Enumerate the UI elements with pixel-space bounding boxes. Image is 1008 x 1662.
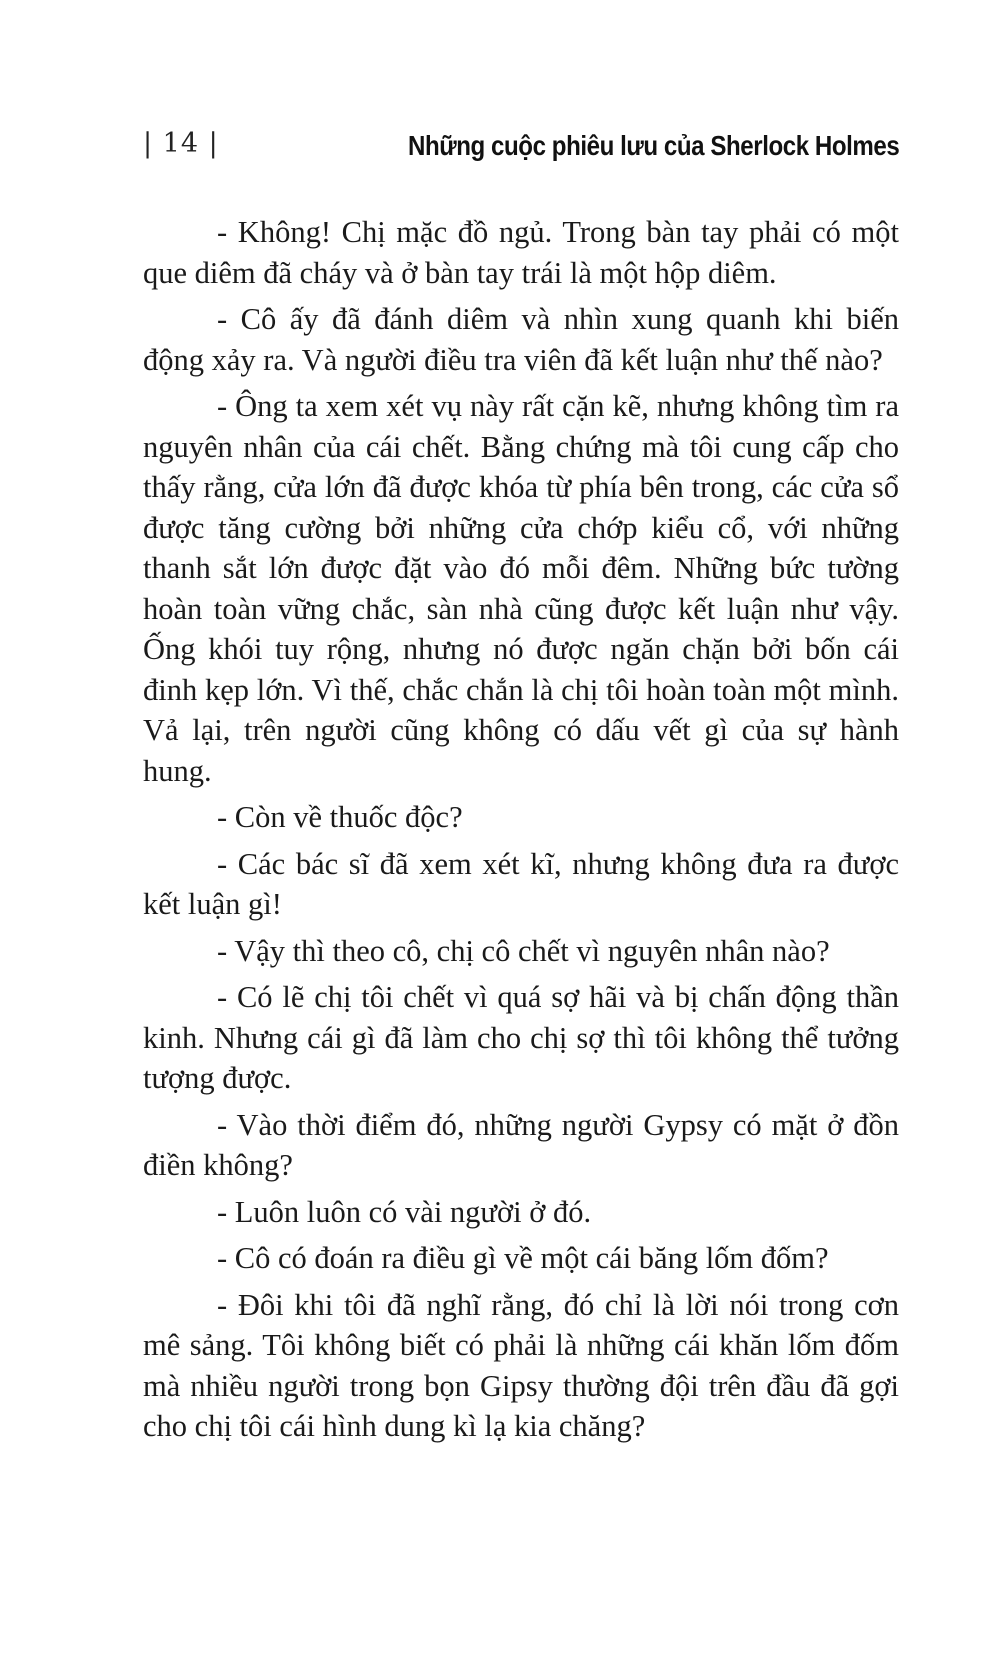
running-head [143,127,899,167]
paragraph: - Đôi khi tôi đã nghĩ rằng, đó chỉ là lời nói trong cơn mê sảng. Tôi không biết có phải là những cái khăn lốm đốm mà nhiều người trong bọn Gipsy thường đội trên đầu đã gợi cho chị tôi cái hình dung kì lạ kia chăng? [143,1287,899,1443]
paragraph: - Cô có đoán ra điều gì về một cái băng lốm đốm? [217,1241,829,1275]
page-number: | 14 | [143,128,219,159]
paragraph: - Không! Chị mặc đồ ngủ. Trong bàn tay phải có một que diêm đã cháy và ở bàn tay trái là một hộp diêm. [143,215,899,290]
paragraph: - Còn về thuốc độc? [217,800,463,834]
paragraph: - Có lẽ chị tôi chết vì quá sợ hãi và bị chấn động thần kinh. Nhưng cái gì đã làm cho chị sợ thì tôi không thể tưởng tượng được. [143,980,899,1095]
paragraph: - Vào thời điểm đó, những người Gypsy có mặt ở đồn điền không? [143,1107,899,1182]
book-title: Những cuộc phiêu lưu của Sherlock Holmes [407,130,899,161]
paragraph: - Vậy thì theo cô, chị cô chết vì nguyên nhân nào? [217,933,830,968]
paragraph: - Cô ấy đã đánh diêm và nhìn xung quanh khi biến động xảy ra. Và người điều tra viên đã kết luận như thế nào? [143,302,899,377]
paragraph: - Luôn luôn có vài người ở đó. [217,1194,592,1229]
paragraph: - Ông ta xem xét vụ này rất cặn kẽ, nhưng không tìm ra nguyên nhân của cái chết. Bằng chứng mà tôi cung cấp cho thấy rằng, cửa lớn đã được khóa từ phía bên trong, các cửa sổ được tăng cường bởi những cửa chớp kiểu cổ, với những thanh sắt lớn được đặt vào đó mỗi đêm. Những bức tường hoàn toàn vững chắc, sàn nhà cũng được kết luận như vậy. Ống khói tuy rộng, nhưng nó được ngăn chặn bởi bốn cái đinh kẹp lớn. Vì thế, chắc chắn là chị tôi hoàn toàn một mình. Vả lại, trên người cũng không có dấu vết gì của sự hành hung. [143,389,899,788]
paragraph: - Các bác sĩ đã xem xét kĩ, nhưng không đưa ra được kết luận gì! [143,846,899,921]
body-text [143,212,899,1453]
